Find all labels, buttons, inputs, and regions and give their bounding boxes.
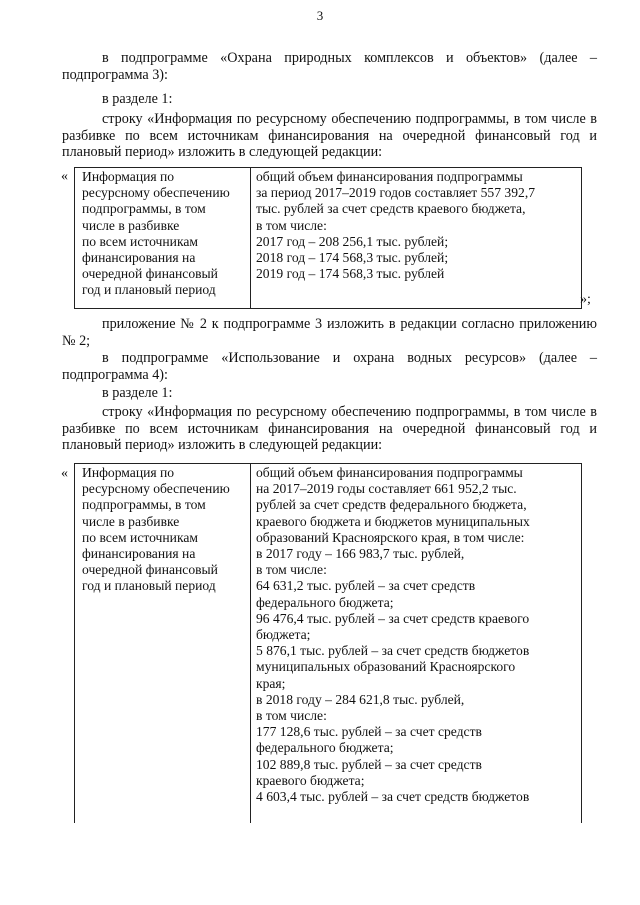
table1-label-line: год и плановый период — [82, 282, 216, 298]
table2-value-line: краевого бюджета и бюджетов муниципальных — [256, 513, 530, 529]
table2-value-line: в том числе: — [256, 708, 327, 724]
table2-value-line: рублей за счет средств федерального бюджета, — [256, 497, 527, 513]
table2-value-line: в 2018 году – 284 621,8 тыс. рублей, — [256, 691, 465, 707]
table2-label-line: Информация по — [82, 465, 175, 480]
table1-open-quote: « — [61, 169, 68, 184]
table2-value-line: на 2017–2019 годы составляет 661 952,2 тыс. — [256, 481, 517, 497]
table2-value-line: 5 876,1 тыс. рублей – за счет средств бюджетов — [256, 643, 530, 659]
table1-label-line: подпрограммы, в том — [82, 201, 206, 217]
table1-label-line: Информация по — [82, 169, 175, 184]
paragraph-row-instruction-b: строку «Информация по ресурсному обеспечению подпрограммы, в том числе в разбивке по всем источникам финансирования на очередной финансовый год и плановый период» изложить в следующей редакции: — [62, 404, 597, 453]
table1-label-line: очередной финансовый — [82, 266, 218, 282]
table1-label-line: по всем источникам — [82, 233, 198, 249]
table2-label-line: год и плановый период — [82, 578, 216, 594]
table2-value-line: в 2017 году – 166 983,7 тыс. рублей, — [256, 546, 465, 562]
table1-value-line: тыс. рублей за счет средств краевого бюджета, — [256, 201, 526, 217]
table1-close-quote: »; — [580, 292, 591, 307]
table2-value-line: 102 889,8 тыс. рублей – за счет средств — [256, 756, 482, 772]
table2-value-line: общий объем финансирования подпрограммы — [256, 465, 523, 480]
table1-value-line: 2017 год – 208 256,1 тыс. рублей; — [256, 233, 449, 249]
table2-value-line: федерального бюджета; — [256, 740, 394, 756]
table2-value-line: в том числе: — [256, 562, 327, 578]
table2-label-line: финансирования на — [82, 546, 196, 562]
table1-label-line: ресурсному обеспечению — [82, 185, 230, 201]
table1-value-line: в том числе: — [256, 217, 327, 233]
table2-value-line: края; — [256, 675, 286, 691]
paragraph-subprogram-4: в подпрограмме «Использование и охрана водных ресурсов» (далее – подпрограмма 4): — [62, 350, 597, 383]
table1-label-line: финансирования на — [82, 250, 196, 266]
paragraph-subprogram-3: в подпрограмме «Охрана природных комплексов и объектов» (далее – подпрограмма 3): — [62, 50, 597, 83]
paragraph-section-1-b: в разделе 1: — [102, 385, 173, 401]
table2-value-line: федерального бюджета; — [256, 594, 394, 610]
table2-label-line: очередной финансовый — [82, 562, 218, 578]
table1-value-cell — [251, 168, 581, 308]
table2-value-cell — [251, 464, 581, 823]
table2-value-line: бюджета; — [256, 627, 311, 643]
table1-value-line: общий объем финансирования подпрограммы — [256, 169, 523, 184]
table2-label-line: по всем источникам — [82, 529, 198, 545]
table1-value-line: 2019 год – 174 568,3 тыс. рублей — [256, 266, 445, 282]
resource-table-2 — [74, 463, 582, 823]
paragraph-section-1-a: в разделе 1: — [102, 91, 173, 107]
table2-label-line: ресурсному обеспечению — [82, 481, 230, 497]
paragraph-appendix-2: приложение № 2 к подпрограмме 3 изложить в редакции согласно приложению № 2; — [62, 316, 597, 349]
table2-label-cell — [75, 464, 251, 823]
table2-label-line: подпрограммы, в том — [82, 497, 206, 513]
table2-value-line: муниципальных образований Красноярского — [256, 659, 516, 675]
table2-value-line: краевого бюджета; — [256, 772, 365, 788]
table2-value-line: 96 476,4 тыс. рублей – за счет средств краевого — [256, 610, 530, 626]
paragraph-row-instruction-a: строку «Информация по ресурсному обеспечению подпрограммы, в том числе в разбивке по всем источникам финансирования на очередной финансовый год и плановый период» изложить в следующей редакции: — [62, 111, 597, 160]
table1-value-line: за период 2017–2019 годов составляет 557 392,7 — [256, 185, 536, 201]
table2-value-line: образований Красноярского края, в том числе: — [256, 529, 525, 545]
table1-label-line: числе в разбивке — [82, 217, 180, 233]
table2-label-line: числе в разбивке — [82, 513, 180, 529]
table1-value-line: 2018 год – 174 568,3 тыс. рублей; — [256, 250, 449, 266]
table2-value-line: 4 603,4 тыс. рублей – за счет средств бюджетов — [256, 789, 530, 805]
table2-open-quote: « — [61, 466, 68, 481]
page-number: 3 — [316, 8, 324, 23]
table2-value-line: 177 128,6 тыс. рублей – за счет средств — [256, 724, 482, 740]
table2-value-line: 64 631,2 тыс. рублей – за счет средств — [256, 578, 476, 594]
table1-label-cell — [75, 168, 251, 308]
resource-table-1 — [74, 167, 582, 309]
